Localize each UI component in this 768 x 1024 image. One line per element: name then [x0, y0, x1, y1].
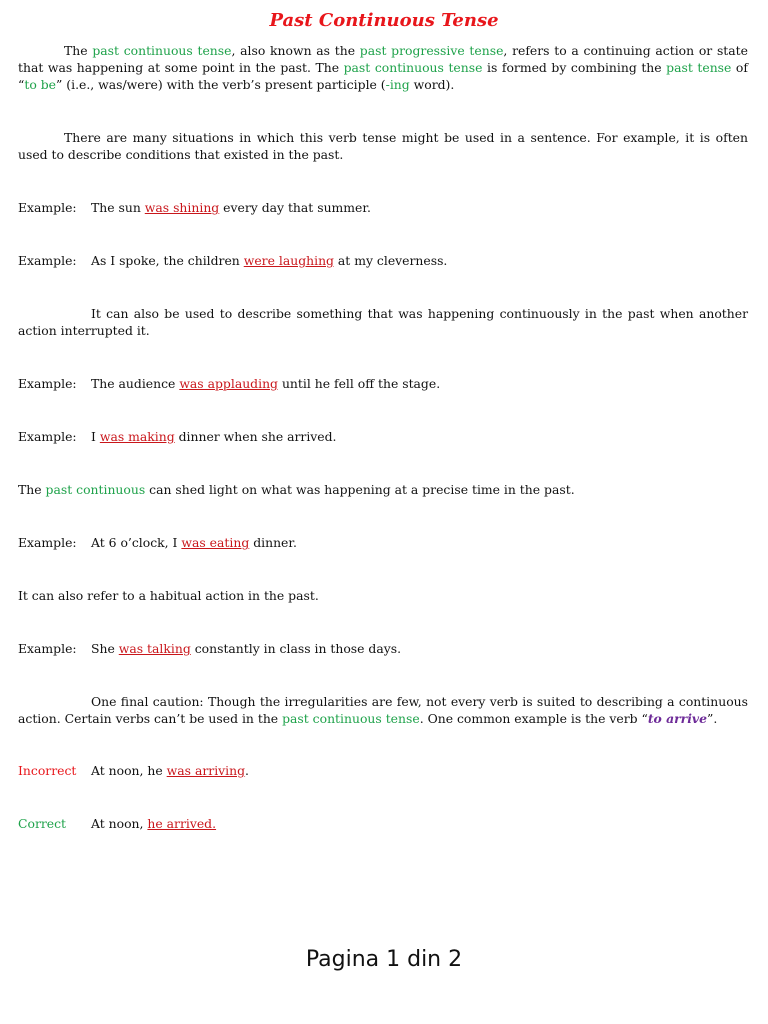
text: ”. [707, 711, 718, 726]
example-label: Example: [18, 641, 77, 656]
term-highlight: past continuous tense [343, 60, 483, 75]
precise-time-paragraph [18, 481, 748, 498]
correct-label: Correct [18, 816, 67, 831]
correct-example [18, 815, 748, 832]
incorrect-example [18, 762, 748, 779]
text: At noon, [91, 816, 148, 831]
text: I [91, 429, 100, 444]
example-line-4 [18, 428, 748, 445]
habitual-paragraph: It can also refer to a habitual action in the past. [18, 588, 319, 603]
example-line-3 [18, 375, 748, 392]
term-highlight: to be [24, 77, 56, 92]
example-label: Example: [18, 535, 77, 550]
text: . One common example is the verb “ [419, 711, 648, 726]
text: until he fell off the stage. [278, 376, 441, 391]
verb-highlight: was shining [144, 200, 220, 215]
verb-highlight: was making [99, 429, 175, 444]
example-line-6 [18, 640, 748, 657]
text: dinner. [249, 535, 297, 550]
page-number: Pagina 1 din 2 [305, 947, 463, 972]
incorrect-label: Incorrect [18, 763, 77, 778]
example-label: Example: [18, 200, 77, 215]
verb-highlight: was arriving [166, 763, 246, 778]
text: at my cleverness. [333, 253, 448, 268]
text: word). [409, 77, 455, 92]
situations-paragraph: There are many situations in which this verb tense might be used in a sentence. For example, it is often used to describe conditions that existed in the past. [18, 130, 748, 162]
example-label: Example: [18, 376, 77, 391]
verb-highlight: was applauding [179, 376, 278, 391]
example-label: Example: [18, 253, 77, 268]
text: She [91, 641, 119, 656]
text: dinner when she arrived. [174, 429, 337, 444]
text: can shed light on what was happening at a precise time in the past. [145, 482, 575, 497]
verb-emphasis: to arrive [647, 711, 708, 726]
term-highlight: past continuous [45, 482, 146, 497]
term-highlight: past progressive tense [359, 43, 504, 58]
text: every day that summer. [219, 200, 371, 215]
term-highlight: past tense [666, 60, 732, 75]
example-line-5 [18, 534, 748, 551]
caution-paragraph [18, 693, 748, 727]
example-line-1 [18, 199, 748, 216]
text: , refers to a continuing action or state that was happening at some point in the past. The [18, 43, 748, 75]
term-highlight: past continuous tense [92, 43, 232, 58]
intro-paragraph [18, 42, 748, 93]
text: constantly in class in those days. [190, 641, 402, 656]
term-highlight: past continuous tense [282, 711, 420, 726]
term-highlight: -ing [385, 77, 410, 92]
text: , also known as the [231, 43, 360, 58]
text: . [245, 763, 249, 778]
text: The sun [91, 200, 145, 215]
verb-highlight: was talking [118, 641, 191, 656]
example-label: Example: [18, 429, 77, 444]
example-line-2 [18, 252, 748, 269]
text: The audience [91, 376, 180, 391]
verb-highlight: were laughing [243, 253, 334, 268]
text: of “ [18, 60, 748, 92]
text: The [64, 43, 93, 58]
text: One final caution: Though the irregularities are few, not every verb is suited to describing a continuous action. Certain verbs can’t be used in the [18, 694, 748, 726]
verb-highlight: was eating [181, 535, 250, 550]
text: As I spoke, the children [91, 253, 244, 268]
interrupted-paragraph: It can also be used to describe something that was happening continuously in the past when another action interrupted it. [18, 306, 748, 338]
text: The [18, 482, 46, 497]
verb-highlight: he arrived. [147, 816, 217, 831]
text: ” (i.e., was/were) with the verb’s present participle ( [56, 77, 386, 92]
page-title: Past Continuous Tense [269, 10, 499, 31]
text: At noon, he [91, 763, 167, 778]
text: is formed by combining the [482, 60, 667, 75]
text: At 6 o’clock, I [91, 535, 182, 550]
